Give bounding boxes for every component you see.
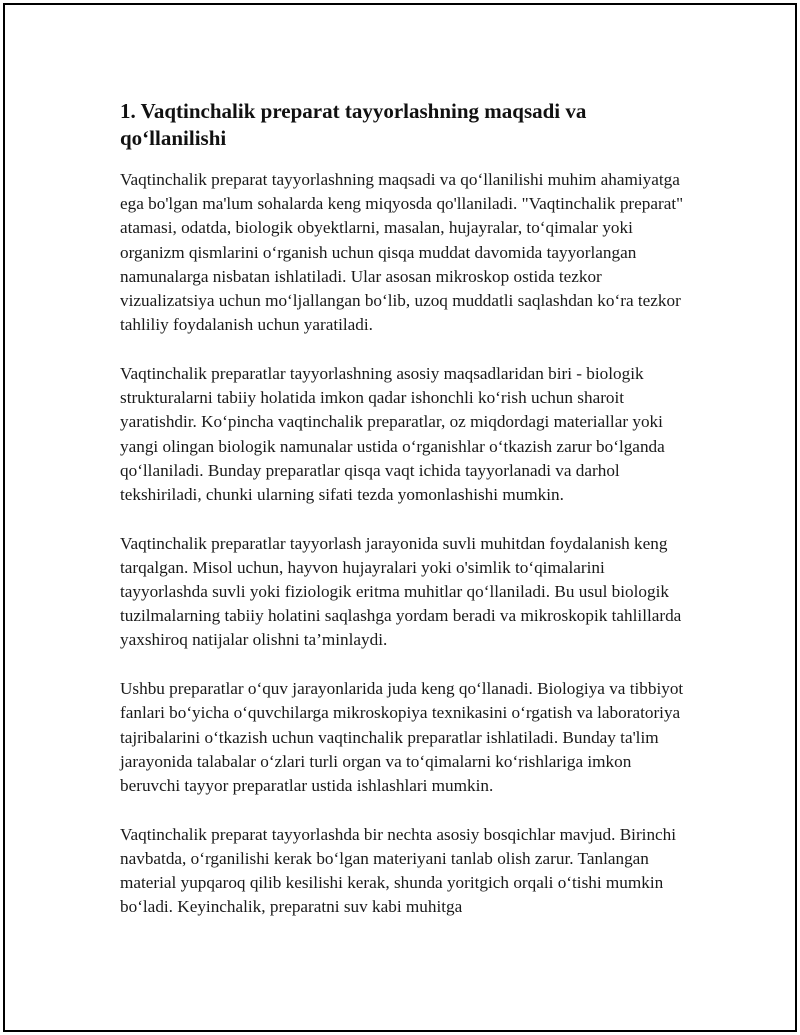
document-body <box>120 98 695 944</box>
paragraph-5: Vaqtinchalik preparat tayyorlashda bir nechta asosiy bosqichlar mavjud. Birinchi navbatda, o‘rganilishi kerak bo‘lgan materiyani tanlab olish zarur. Tanlangan material yupqaroq qilib kesilishi kerak, shunda yoritgich orqali o‘tishi mumkin bo‘ladi. Keyinchalik, preparatni suv kabi muhitga <box>120 824 677 917</box>
page-frame <box>3 3 797 1032</box>
paragraph-3: Vaqtinchalik preparatlar tayyorlash jarayonida suvli muhitdan foydalanish keng tarqalgan. Misol uchun, hayvon hujayralari yoki o'simlik to‘qimalarini tayyorlashda suvli yoki fiziologik eritma muhitlar qo‘llaniladi. Bu usul biologik tuzilmalarning tabiiy holatini saqlashga yordam beradi va mikroskopik tahlillarda yaxshiroq natijalar olishni ta’minlaydi. <box>120 533 682 650</box>
section-heading: 1. Vaqtinchalik preparat tayyorlashning maqsadi va qo‘llanilishi <box>120 99 587 150</box>
paragraph-2: Vaqtinchalik preparatlar tayyorlashning asosiy maqsadlaridan biri - biologik strukturalarni tabiiy holatida imkon qadar ishonchli ko‘rish uchun sharoit yaratishdir. Ko‘pincha vaqtinchalik preparatlar, oz miqdordagi materiallar yoki yangi olingan biologik namunalar ustida o‘rganishlar o‘tkazish zarur bo‘lganda qo‘llaniladi. Bunday preparatlar qisqa vaqt ichida tayyorlanadi va darhol tekshiriladi, chunki ularning sifati tezda yomonlashishi mumkin. <box>120 363 665 504</box>
paragraph-4: Ushbu preparatlar o‘quv jarayonlarida juda keng qo‘llanadi. Biologiya va tibbiyot fanlari bo‘yicha o‘quvchilarga mikroskopiya texnikasini o‘rgatish va laboratoriya tajribalarini o‘tkazish uchun vaqtinchalik preparatlar ishlatiladi. Bunday ta'lim jarayonida talabalar o‘zlari turli organ va to‘qimalarni ko‘rishlariga imkon beruvchi tayyor preparatlar ustida ishlashlari mumkin. <box>120 679 684 795</box>
paragraph-1: Vaqtinchalik preparat tayyorlashning maqsadi va qo‘llanilishi muhim ahamiyatga ega bo'lgan ma'lum sohalarda keng miqyosda qo'llaniladi. "Vaqtinchalik preparat" atamasi, odatda, biologik obyektlarni, masalan, hujayralar, to‘qimalar yoki organizm qismlarini o‘rganish uchun qisqa muddat davomida tayyorlangan namunalarga nisbatan ishlatiladi. Ular asosan mikroskop ostida tezkor vizualizatsiya uchun mo‘ljallangan bo‘lib, uzoq muddatli saqlashdan ko‘ra tezkor tahliliy foydalanish uchun yaratiladi. <box>120 170 684 335</box>
